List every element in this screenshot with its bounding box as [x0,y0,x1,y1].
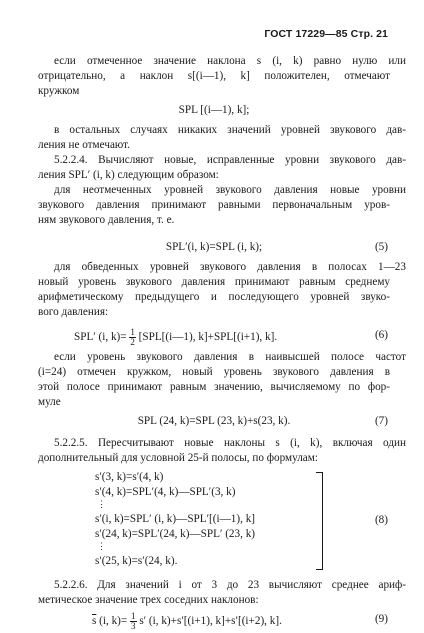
fraction [129,328,136,347]
fraction-numerator: 1 [130,327,135,337]
vertical-ellipsis: ⋮ [97,499,106,509]
section-heading: 5.2.2.6. Для значений i от 3 до 23 вычисляют среднее ариф- [54,579,406,591]
text-line: дополнительный для условной 25-й полосы, по формулам: [38,452,318,464]
text-line: если отмеченное значение наклона s (i, k) равно нулю или [54,55,406,67]
right-brace [316,472,323,570]
text-line: новый уровень звукового давления принимают равным среднему [38,276,390,288]
fraction [130,612,137,631]
system-line: s′(25, k)=s′(24, k). [95,555,178,567]
text-line: ления SPL′ (i, k) следующим образом: [38,169,219,181]
text-line: муле [38,396,61,408]
formula-9 [92,612,382,631]
text-line: ням звукового давления, т. е. [38,214,175,226]
text-line: если уровень звукового давления в наивысшей полосе частот [54,351,406,363]
system-line: s′(i, k)=SPL′ (i, k)—SPL′[(i—1), k] [95,513,256,525]
text-line: отрицательно, а наклон s[(i—1), k] положителен, отмечают [38,70,390,82]
section-heading: 5.2.2.4. Вычисляют новые, исправленные уровни звукового дав- [54,154,406,166]
text-line: арифметическому предыдущего и последующего уровней звуко- [38,291,390,303]
page-header: ГОСТ 17229—85 Стр. 21 [264,28,388,40]
text-line: звукового давления принимают равными первоначальным уров- [38,199,390,211]
text-line: вого давления: [38,306,109,318]
text-line: метическое значение трех соседних наклонов: [38,594,259,606]
text-line: для неотмеченных уровней звукового давления новые уровни [54,184,406,196]
text-line: ления не отмечают. [38,139,130,151]
formula-part: [SPL[(i—1), k]+SPL[(i+1), k]. [138,331,278,344]
fraction-denominator: 2 [130,337,135,347]
vertical-ellipsis: ⋮ [97,541,106,551]
equation-number: (7) [374,415,388,427]
fraction-numerator: 1 [131,611,136,621]
system-line: s′(3, k)=s′(4, k) [95,471,164,483]
formula-part: SPL′ (i, k)= [74,331,127,344]
mean-slope-symbol: $\overline{s}$ [92,615,97,628]
text-line: кружком [38,85,80,97]
equation-number: (9) [374,613,388,625]
formula-part: (i, k)= [99,615,128,628]
equation-number: (5) [374,241,388,253]
text-line: для обведенных уровней звукового давления в полосах 1—23 [54,261,406,273]
formula: SPL (24, k)=SPL (23, k)+s(23, k). [137,415,291,427]
formula: SPL [(i—1), k]; [178,104,250,116]
system-line: s′(4, k)=SPL′(4, k)—SPL′(3, k) [95,486,236,498]
formula-6 [74,328,374,347]
formula-part: s′ (i, k)+s′[(i+1), k]+s′[(i+2), k]. [139,615,282,628]
equation-number: (6) [374,329,388,341]
formula: SPL′(i, k)=SPL (i, k); [165,241,263,253]
text-line: (i=24) отмечен кружком, новый уровень звукового давления в [38,366,390,378]
section-heading: 5.2.2.5. Пересчитывают новые наклоны s (i, k), включая один [54,437,406,449]
fraction-denominator: 3 [131,621,136,631]
system-line: s′(24, k)=SPL′(24, k)—SPL′ (23, k) [95,528,256,540]
equation-number: (8) [374,514,388,526]
text-line: в остальных случаях никаких значений уровней звукового дав- [54,124,406,136]
text-line: этой полосе принимают равным значению, вычисляемому по фор- [38,381,390,393]
